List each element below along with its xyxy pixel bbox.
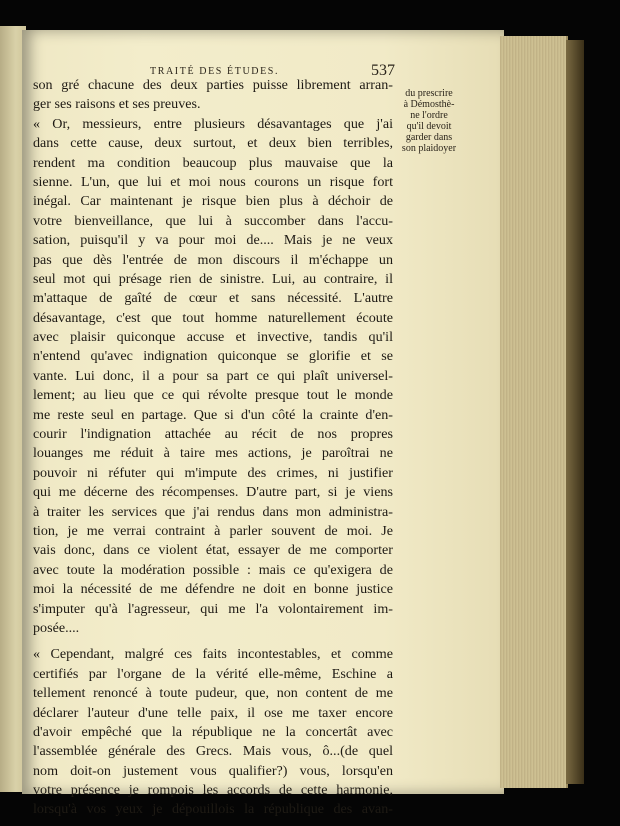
margin-note-line: ne l'ordre (410, 110, 448, 121)
text-line: inégal. Car maintenant je risque bien plus à déchoir de (33, 193, 393, 210)
text-line: votre présence je rompois les accords de cette harmonie, (33, 782, 393, 799)
text-line: « Cependant, malgré ces faits incontestables, et comme (33, 646, 393, 663)
text-line: me reste seul en partage. Que si d'un côté la crainte d'en- (33, 406, 393, 423)
text-line: qui me décerne des récompenses. D'autre part, si je viens (33, 484, 393, 501)
text-line: moi la nécessité de me défendre ne doit en bonne justice (33, 581, 393, 598)
text-line: avec plaisir quiconque accuse et invective, tandis qu'il (33, 329, 393, 346)
text-line: votre bienveillance, que lui à succomber dans l'accu- (33, 212, 393, 229)
text-line: « Or, messieurs, entre plusieurs désavantages que j'ai (33, 115, 393, 132)
text-line: l'assemblée générale des Grecs. Mais vous, ô...(de quel (33, 743, 393, 760)
text-line: sation, puisqu'il y va pour moi de.... Mais je ne veux (33, 232, 393, 249)
margin-note-line: à Démosthè- (403, 99, 455, 110)
text-line: sienne. L'un, que lui et moi nous courons un risque fort (33, 173, 393, 190)
running-title: TRAITÉ DES ÉTUDES. (150, 66, 280, 77)
paragraph-3 (33, 645, 393, 820)
text-line: tion, je me verrai contraint à parler souvent de moi. Je (33, 522, 393, 539)
text-line: son gré chacune des deux parties puisse librement arran- (33, 77, 393, 93)
margin-note-line: du prescrire (405, 88, 453, 99)
margin-note-line: qu'il devoit (406, 121, 452, 132)
text-line: vante. Lui donc, il a pour sa part ce qui plaît universel- (33, 367, 393, 384)
margin-note-line: son plaidoyer (401, 143, 457, 154)
text-line: pouvoir ni réfuter qui m'impute des crimes, ni justifier (33, 464, 393, 481)
text-line: pas que dès l'entrée de mon discours il m'échappe un (33, 251, 393, 268)
text-line: courir l'indignation attachée au récit de nos propres (33, 426, 393, 443)
body-text (33, 76, 393, 820)
text-line: lorsqu'à vos yeux je dépouillois la république des avan- (33, 801, 393, 818)
paragraph-gap (33, 638, 393, 645)
text-line: m'attaque de gaîté de cœur et sans nécessité. L'autre (33, 290, 393, 307)
text-line: ger ses raisons et ses preuves. (33, 96, 201, 113)
text-line: d'avoir empêché que la république ne la concertât avec (33, 723, 393, 740)
text-line: lement; au lieu que ce qui révolte presque tout le monde (33, 387, 393, 404)
text-line: louanges me réduit à taire mes actions, je paroîtrai ne (33, 445, 393, 462)
text-line: n'entend qu'avec indignation quiconque se glorifie et se (33, 348, 393, 365)
text-line: déclarer l'auteur d'une telle paix, il ose me taxer encore (33, 704, 393, 721)
marginal-note (394, 88, 464, 154)
text-line: dans cette cause, deux surtout, et deux bien terribles, (33, 135, 393, 152)
page-block-edge (500, 36, 568, 788)
text-line: nom doit-on justement vous qualifier?) vous, lorsqu'en (33, 762, 393, 779)
text-line: à traiter les services que j'ai rendus dans mon administra- (33, 503, 393, 520)
text-line: désavantage, c'est que tout homme naturellement écoute (33, 309, 393, 326)
book-cover-edge (566, 40, 584, 784)
text-line: avec toute la modération possible : mais ce qu'exigera de (33, 561, 393, 578)
text-line: s'imputer qu'à l'agresseur, qui me l'a volontairement im- (33, 600, 393, 617)
text-line: vais donc, dans ce violent état, essayer de me comporter (33, 542, 393, 559)
text-line: posée.... (33, 619, 80, 636)
text-line: tellement renoncé à toute pudeur, que, non content de me (33, 685, 393, 702)
paragraph-1 (33, 76, 393, 115)
text-line: certifiés par l'organe de la vérité elle-même, Eschine a (33, 665, 393, 682)
text-line: rendent ma condition beaucoup plus mauvaise que la (33, 154, 393, 171)
paragraph-2 (33, 115, 393, 639)
margin-note-line: garder dans (405, 132, 453, 143)
page-number: 537 (371, 62, 395, 79)
text-line: seul mot qui présage rien de sinistre. Lui, au contraire, il (33, 270, 393, 287)
